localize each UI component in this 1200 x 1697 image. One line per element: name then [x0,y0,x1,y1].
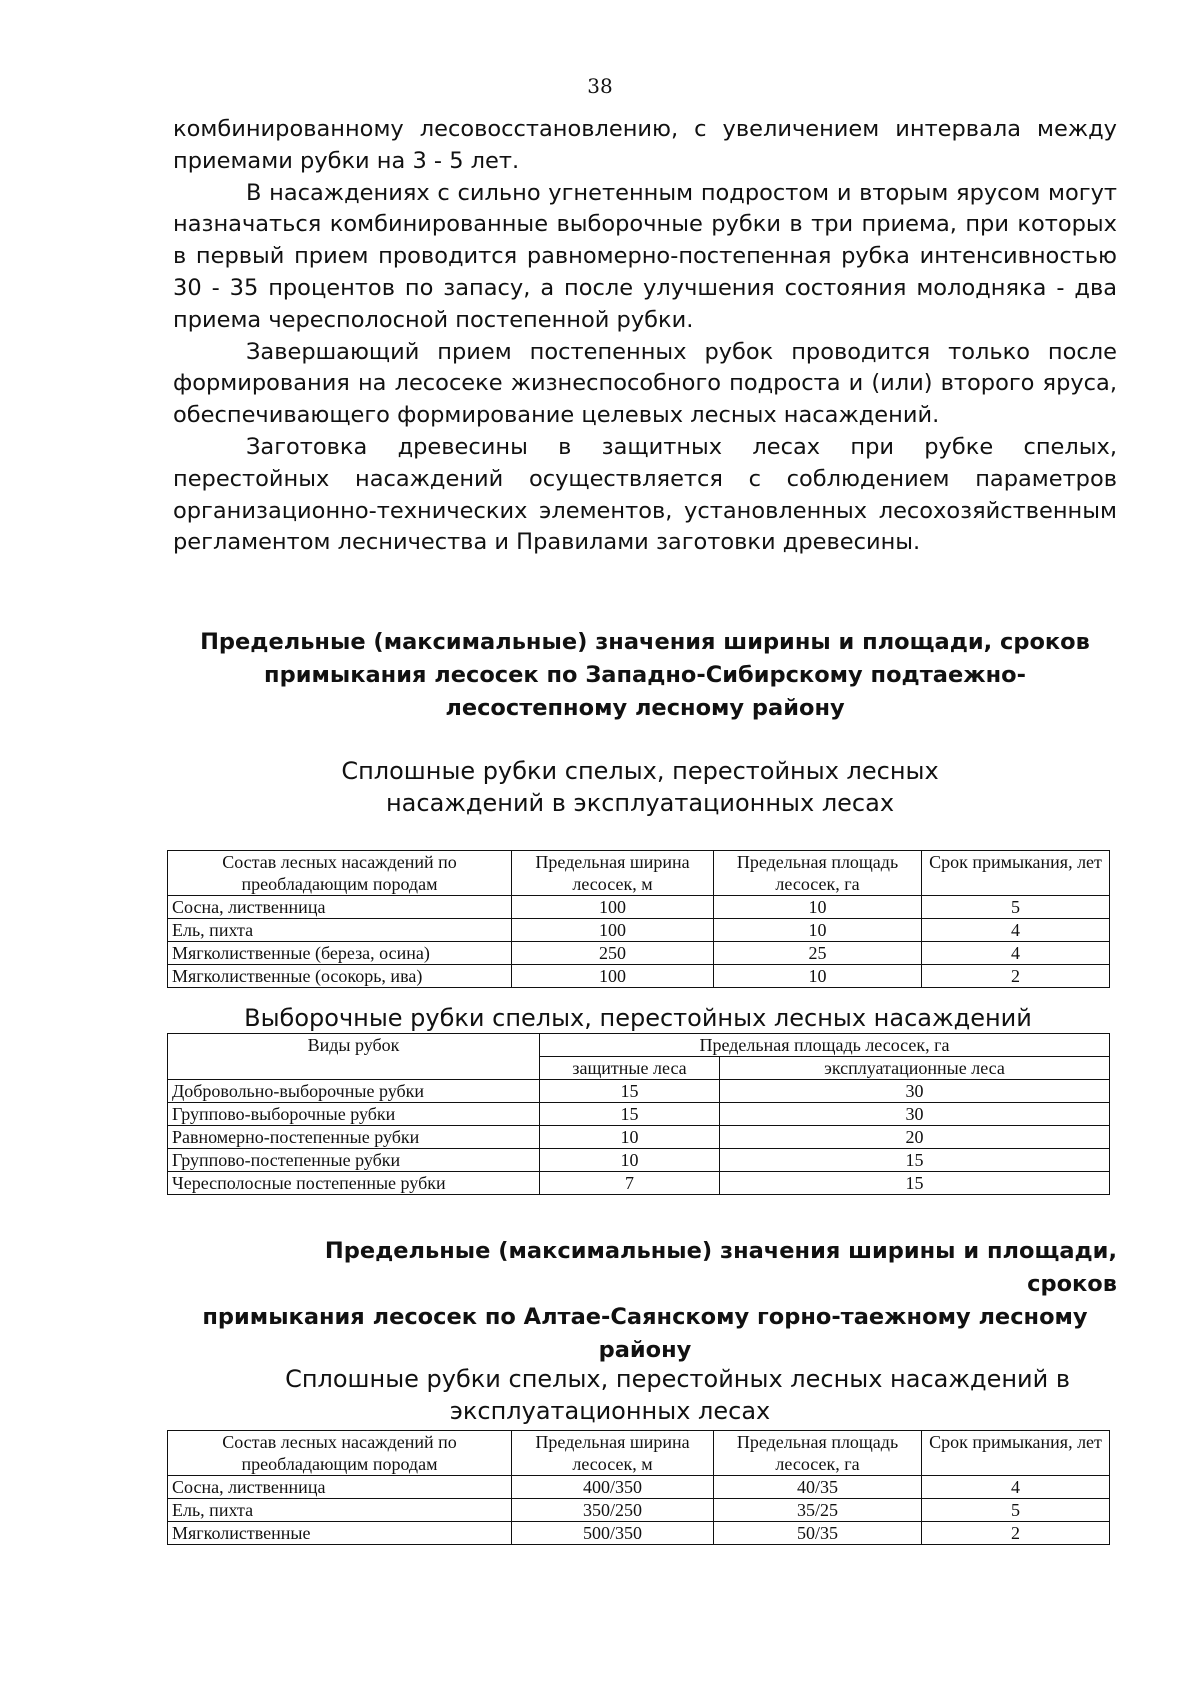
paragraph: Заготовка древесины в защитных лесах при рубке спелых, перестойных насаждений осуществляется с соблюдением параметров организационно-технических элементов, установленных лесохозяйственным регламентом лесничества и Правилами заготовки древесины. [173,433,1117,556]
table-cell: 20 [720,1126,1110,1149]
table-header-row [168,1034,1110,1057]
table-header-cell: Срок примыкания, лет [922,1431,1110,1476]
table-cell: Сосна, лиственница [168,896,512,919]
section1-selective-title: Выборочные рубки спелых, перестойных лесных насаждений [244,1004,1032,1032]
table-row [168,1103,1110,1126]
table-row [168,965,1110,988]
table-cell: Группово-выборочные рубки [168,1103,540,1126]
table-cell: Ель, пихта [168,1499,512,1522]
table-header-row [168,1431,1110,1476]
section1-clear-cut-title: Сплошные рубки спелых, перестойных лесных насаждений в эксплуатационных лесах [341,757,939,817]
table-row [168,1172,1110,1195]
paragraph: комбинированному лесовосстановлению, с увеличением интервала между приемами рубки на 3 - 5 лет. [173,116,1117,174]
section2-heading-line: району [598,1337,692,1363]
table-cell: 35/25 [714,1499,922,1522]
section2-heading-line: примыкания лесосек по Алтае-Саянскому горно-таежному лесному [202,1304,1088,1330]
table-cell: 7 [540,1172,720,1195]
table-cell: Мягколиственные (береза, осина) [168,942,512,965]
table-header-cell: защитные леса [540,1057,720,1080]
table-header-cell: Состав лесных насаждений по преобладающим породам [168,1431,512,1476]
paragraph: Завершающий прием постепенных рубок проводится только после формирования на лесосеке жизнеспособного подроста и (или) второго яруса, обеспечивающего формирование целевых лесных насаждений. [173,338,1117,429]
table-cell: Мягколиственные [168,1522,512,1545]
body-text [173,114,1117,559]
table-cell: 100 [512,896,714,919]
table-header-cell: Срок примыкания, лет [922,851,1110,896]
page-number: 38 [587,74,613,98]
table-cell: 4 [922,919,1110,942]
section1-selective-table [167,1033,1110,1195]
table-cell: 15 [540,1080,720,1103]
table-cell: 15 [720,1149,1110,1172]
table-cell: Равномерно-постепенные рубки [168,1126,540,1149]
table-row [168,1080,1110,1103]
table-row [168,1126,1110,1149]
table-cell: Сосна, лиственница [168,1476,512,1499]
table-row [168,1149,1110,1172]
table-cell: 10 [714,919,922,942]
table-cell: 50/35 [714,1522,922,1545]
table-cell: 4 [922,942,1110,965]
table-cell: 15 [720,1172,1110,1195]
table-cell: 5 [922,896,1110,919]
section2-heading-line: Предельные (максимальные) значения ширины и площади, сроков [324,1238,1117,1297]
paragraph: В насаждениях с сильно угнетенным подростом и вторым ярусом могут назначаться комбинированные выборочные рубки в три приема, при которых в первый прием проводится равномерно-постепенная рубка интенсивностью 30 - 35 процентов по запасу, а после улучшения состояния молодняка - два приема чересполосной постепенной рубки. [173,179,1117,333]
table-row [168,919,1110,942]
table-cell: 4 [922,1476,1110,1499]
table-cell: 10 [540,1149,720,1172]
section1-heading: Предельные (максимальные) значения ширины и площади, сроков примыкания лесосек по Западно-Сибирскому подтаежно-лесостепному лесному району [200,629,1090,721]
table-cell: 25 [714,942,922,965]
table-header-cell: Состав лесных насаждений по преобладающим породам [168,851,512,896]
table-row [168,942,1110,965]
section2-clear-cut-title-line: Сплошные рубки спелых, перестойных лесных насаждений в [285,1365,1070,1393]
table-header-cell: эксплуатационные леса [720,1057,1110,1080]
table-cell: 400/350 [512,1476,714,1499]
table-cell: 30 [720,1080,1110,1103]
table-row [168,1476,1110,1499]
section2-clear-cut-table [167,1430,1110,1545]
table-cell: 350/250 [512,1499,714,1522]
table-cell: 2 [922,965,1110,988]
table-cell: 100 [512,965,714,988]
table-cell: 5 [922,1499,1110,1522]
table-row [168,1499,1110,1522]
table-cell: 10 [714,896,922,919]
table-cell: 250 [512,942,714,965]
table-header-cell: Предельная площадь лесосек, га [540,1034,1110,1057]
table-cell: 10 [714,965,922,988]
table-row [168,896,1110,919]
table-header-cell: Предельная площадь лесосек, га [714,1431,922,1476]
section2-heading [173,1235,1117,1367]
table-cell: 40/35 [714,1476,922,1499]
table-cell: Мягколиственные (осокорь, ива) [168,965,512,988]
table-header-cell: Предельная площадь лесосек, га [714,851,922,896]
section2-clear-cut-title-line: эксплуатационных лесах [449,1397,771,1425]
table-row [168,1522,1110,1545]
table-cell: 500/350 [512,1522,714,1545]
table-header-cell: Виды рубок [168,1034,540,1080]
table-cell: Ель, пихта [168,919,512,942]
table-cell: Добровольно-выборочные рубки [168,1080,540,1103]
table-cell: Чересполосные постепенные рубки [168,1172,540,1195]
table-header-row [168,851,1110,896]
table-cell: 100 [512,919,714,942]
section1-clear-cut-table [167,850,1110,988]
table-cell: Группово-постепенные рубки [168,1149,540,1172]
table-header-cell: Предельная ширина лесосек, м [512,851,714,896]
table-cell: 2 [922,1522,1110,1545]
table-cell: 30 [720,1103,1110,1126]
table-header-cell: Предельная ширина лесосек, м [512,1431,714,1476]
table-cell: 10 [540,1126,720,1149]
table-cell: 15 [540,1103,720,1126]
section2-clear-cut-title [270,1363,1070,1427]
